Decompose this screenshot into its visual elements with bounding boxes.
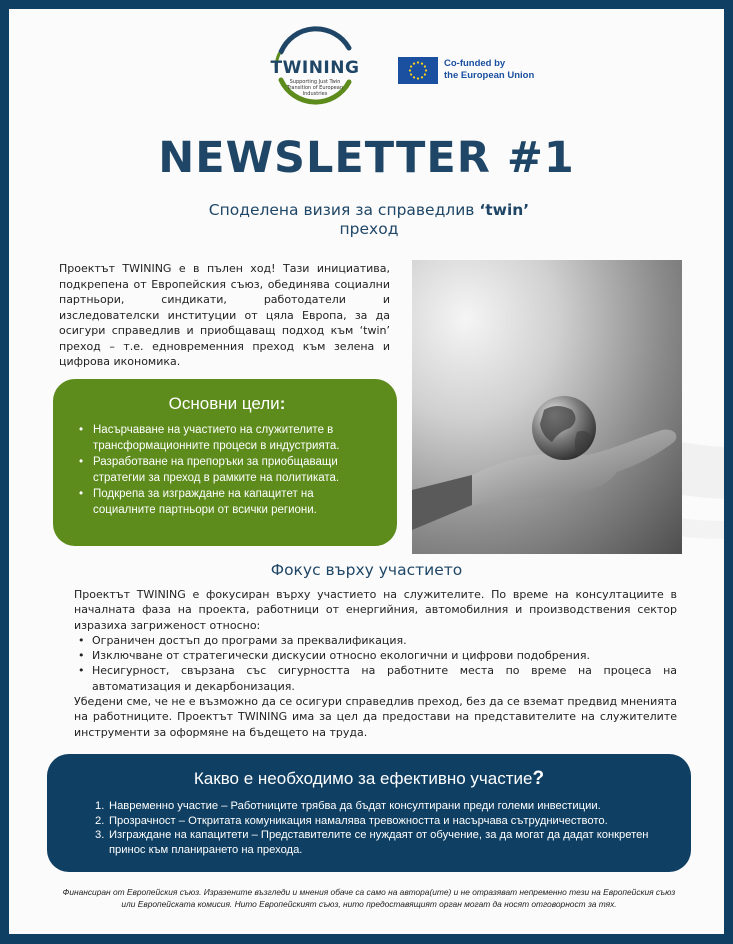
newsletter-page	[9, 9, 724, 934]
needs-list	[95, 799, 673, 857]
subtitle-text: Споделена визия за справедлив	[208, 201, 480, 219]
concern-item: • Изключване от стратегически дискусии относно екологични и цифрови подобрения.	[74, 648, 677, 663]
hand-holding-globe-image	[412, 260, 682, 554]
needs-title-text: Какво е необходимо за ефективно участие	[193, 769, 533, 788]
eu-flag-icon	[398, 57, 438, 84]
need-text: Прозрачност – Откритата комуникация намалява тревожността и насърчава сътрудничеството.	[109, 814, 608, 827]
needs-title-qmark: ?	[532, 768, 545, 789]
need-item	[95, 799, 673, 814]
twining-logo-tagline: Supporting Just Twin Transition of European Industries	[287, 79, 343, 97]
goal-item: • Разработване на препоръки за приобщаващи стратегии за преход в рамките на политиката.	[75, 454, 379, 486]
focus-section-body	[74, 587, 677, 740]
focus-paragraph-1: Проектът TWINING е фокусиран върху участието на служителите. По време на консултациите в началната фаза на проекта, работници от енергийния, автомобилния и производствения сектор изразиха загриженост относно:	[74, 588, 677, 632]
eu-cofunded-line1: Co-funded by	[444, 58, 506, 69]
focus-section-title: Фокус върху участието	[270, 561, 463, 579]
need-item	[95, 828, 673, 857]
goals-title	[75, 394, 379, 414]
need-text: Навременно участие – Работниците трябва да бъдат консултирани преди големи инвестиции.	[109, 800, 601, 812]
need-item	[95, 814, 673, 829]
goals-box	[53, 379, 397, 546]
goals-title-text: Основни цели	[168, 394, 280, 413]
eu-cofunded-text	[444, 58, 534, 82]
eu-cofunded-line2: the European Union	[444, 70, 535, 81]
needs-box	[47, 754, 691, 872]
newsletter-title: NEWSLETTER #1	[158, 133, 575, 183]
need-number: 1.	[95, 800, 105, 812]
goal-item: • Подкрепа за изграждане на капацитет на социалните партньори от всички региони.	[75, 486, 379, 518]
subtitle-highlight: ‘twin’	[479, 201, 530, 219]
goals-list	[75, 422, 379, 518]
subtitle-text-line2: преход	[339, 220, 399, 238]
twining-logo	[267, 18, 363, 114]
need-number: 2.	[95, 814, 105, 827]
need-text: Изграждане на капацитети – Представителите се нуждаят от обучение, за да могат да дадат конкретен принос към планирането на прехода.	[109, 829, 649, 856]
newsletter-subtitle	[159, 201, 579, 239]
needs-title	[65, 768, 673, 790]
concern-item: • Ограничен достъп до програми за преквалификация.	[74, 633, 677, 648]
funding-disclaimer: Финансиран от Европейския съюз. Изразените възгледи и мнения обаче са само на автора(ите) и не отразяват непременно тези на Европейския съюз или Европейската комисия. Нито Европейският съюз, нито предоставящият орган могат да носят отговорност за тях.	[62, 887, 676, 909]
twining-logo-word: TWINING	[270, 58, 360, 78]
focus-paragraph-2: Убедени сме, че не е възможно да се осигури справедлив преход, без да се вземат предвид мненията на работниците. Проектът TWINING има за цел да предостави на представителите на служителите инструменти за оформяне на бъдещето на труда.	[74, 695, 678, 739]
need-number: 3.	[95, 829, 105, 842]
concern-item: • Несигурност, свързана със сигурността на работните места по време на процеса на автоматизация и декарбонизация.	[74, 663, 677, 694]
goal-item: • Насърчаване на участието на служителите в трансформационните процеси в индустрията.	[75, 422, 379, 454]
goals-title-colon: :	[279, 394, 286, 413]
intro-paragraph: Проектът TWINING е в пълен ход! Тази инициатива, подкрепена от Европейския съюз, обединява социални партньори, синдикати, работодатели и изследователски институции от цяла Европа, за да осигури справедлив и приобщаващ подход към ‘twin’ преход – т.е. едновременния преход към зелена и цифрова икономика.	[59, 262, 390, 368]
focus-concerns-list	[74, 633, 677, 694]
